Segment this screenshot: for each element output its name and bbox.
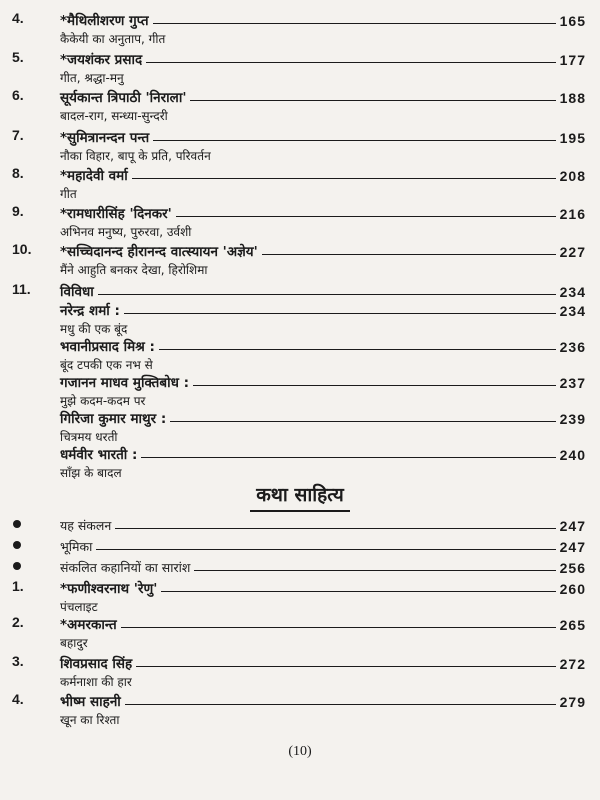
- entry-title: *सच्चिदानन्द हीरानन्द वात्स्यायन 'अज्ञेय': [60, 244, 258, 260]
- entry-page: 208: [559, 168, 586, 184]
- entry-title: *फणीश्वरनाथ 'रेणु': [60, 581, 158, 597]
- entry-number: 10.: [12, 241, 32, 257]
- entry-subtitle: मैंने आहुति बनकर देखा, हिरोशिमा: [60, 263, 208, 277]
- leader-line: [125, 704, 556, 705]
- leader-line: [98, 294, 556, 295]
- entry-page: 227: [559, 244, 586, 260]
- entry-page: 177: [559, 52, 586, 68]
- entry-page: 239: [559, 411, 586, 427]
- entry-page: 234: [559, 303, 586, 319]
- entry-page: 195: [559, 130, 586, 146]
- entry-title: सूर्यकान्त त्रिपाठी 'निराला': [60, 90, 187, 106]
- entry-subtitle: बूंद टपकी एक नभ से: [60, 358, 153, 372]
- entry-subtitle: मुझे कदम-कदम पर: [60, 394, 146, 408]
- entry-number: 7.: [12, 127, 24, 143]
- bullet-icon: [13, 520, 21, 528]
- section-heading: [0, 481, 600, 512]
- entry-subtitle: मधु की एक बूंद: [60, 322, 128, 336]
- entry-page: 236: [559, 339, 586, 355]
- leader-line: [146, 62, 555, 63]
- entry-title: *मैथिलीशरण गुप्त: [60, 13, 149, 29]
- leader-line: [190, 100, 555, 101]
- entry-subtitle: नौका विहार, बापू के प्रति, परिवर्तन: [60, 149, 211, 163]
- entry-page: 256: [559, 560, 586, 576]
- entry-page: 240: [559, 447, 586, 463]
- leader-line: [132, 178, 556, 179]
- leader-line: [262, 254, 556, 255]
- leader-line: [161, 591, 555, 592]
- entry-title: भवानीप्रसाद मिश्र :: [60, 339, 155, 355]
- entry-title: गिरिजा कुमार माथुर :: [60, 411, 167, 427]
- entry-number: 4.: [12, 691, 24, 707]
- entry-page: 265: [559, 617, 586, 633]
- leader-line: [153, 23, 556, 24]
- entry-number: 3.: [12, 653, 24, 669]
- leader-line: [153, 140, 555, 141]
- entry-title: भीष्म साहनी: [60, 694, 121, 710]
- entry-number: 5.: [12, 49, 24, 65]
- entry-title: यह संकलन: [60, 518, 112, 533]
- entry-title: *अमरकान्त: [60, 617, 117, 633]
- entry-page: 279: [559, 694, 586, 710]
- entry-page: 260: [559, 581, 586, 597]
- page-number: (10): [288, 744, 312, 759]
- entry-title: संकलित कहानियों का सारांश: [60, 560, 191, 575]
- entry-subtitle: पंचलाइट: [60, 600, 98, 614]
- entry-subtitle: खून का रिश्ता: [60, 713, 120, 727]
- bullet-icon: [13, 562, 21, 570]
- entry-number: 11.: [12, 281, 31, 297]
- leader-line: [115, 528, 555, 529]
- entry-number: 2.: [12, 614, 24, 630]
- leader-line: [136, 666, 555, 667]
- entry-subtitle: चित्रमय धरती: [60, 430, 118, 444]
- entry-number: 6.: [12, 87, 24, 103]
- entry-page: 234: [559, 284, 586, 300]
- entry-title: *महादेवी वर्मा: [60, 168, 128, 184]
- leader-line: [159, 349, 556, 350]
- leader-line: [121, 627, 556, 628]
- entry-page: 165: [559, 13, 586, 29]
- entry-title: *रामधारीसिंह 'दिनकर': [60, 206, 172, 222]
- entry-subtitle: बादल-राग, सन्ध्या-सुन्दरी: [60, 109, 168, 123]
- leader-line: [176, 216, 556, 217]
- leader-line: [96, 549, 555, 550]
- entry-subtitle: गीत: [60, 187, 77, 201]
- entry-subtitle: कर्मनाशा की हार: [60, 675, 132, 689]
- entry-title: गजानन माधव मुक्तिबोध :: [60, 375, 189, 391]
- entry-subtitle: कैकेयी का अनुताप, गीत: [60, 32, 166, 46]
- entry-page: 237: [559, 375, 586, 391]
- entry-subtitle: बहादुर: [60, 636, 88, 650]
- entry-page: 247: [559, 518, 586, 534]
- entry-subtitle: अभिनव मनुष्य, पुरुरवा, उर्वशी: [60, 225, 192, 239]
- entry-page: 247: [559, 539, 586, 555]
- entry-number: 8.: [12, 165, 24, 181]
- entry-number: 1.: [12, 578, 24, 594]
- leader-line: [141, 457, 555, 458]
- entry-page: 216: [559, 206, 586, 222]
- entry-title: धर्मवीर भारती :: [60, 447, 138, 463]
- entry-number: 9.: [12, 203, 24, 219]
- leader-line: [124, 313, 556, 314]
- leader-line: [193, 385, 556, 386]
- section-heading-text: कथा साहित्य: [250, 481, 350, 512]
- entry-page: 188: [559, 90, 586, 106]
- entry-title: नरेन्द्र शर्मा :: [60, 303, 120, 319]
- leader-line: [170, 421, 555, 422]
- entry-title: शिवप्रसाद सिंह: [60, 656, 133, 672]
- entry-page: 272: [559, 656, 586, 672]
- entry-number: 4.: [12, 10, 24, 26]
- entry-subtitle: साँझ के बादल: [60, 466, 122, 480]
- entry-title: *सुमित्रानन्दन पन्त: [60, 130, 150, 146]
- entry-title: *जयशंकर प्रसाद: [60, 52, 143, 68]
- entry-title: विविधा: [60, 284, 94, 300]
- bullet-icon: [13, 541, 21, 549]
- entry-title: भूमिका: [60, 539, 93, 554]
- leader-line: [194, 570, 555, 571]
- entry-subtitle: गीत, श्रद्धा-मनु: [60, 71, 124, 85]
